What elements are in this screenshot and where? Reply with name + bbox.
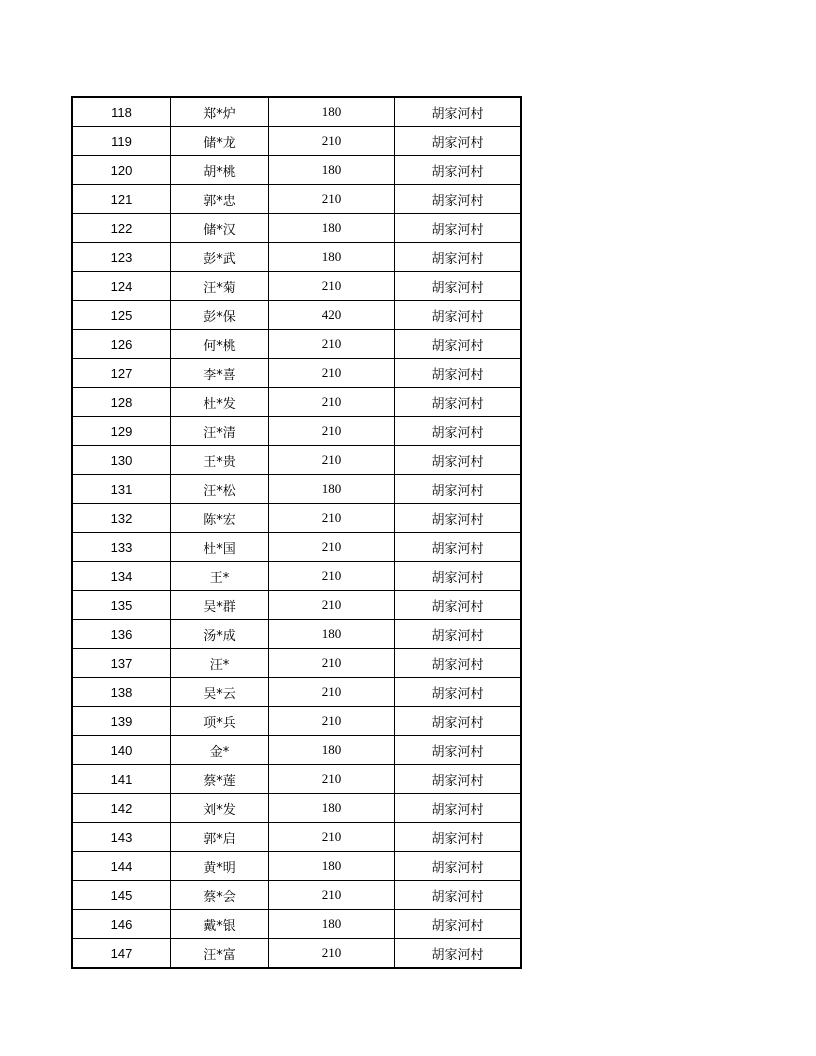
amount-cell: 210 <box>269 388 395 417</box>
table-row <box>72 562 521 591</box>
table-row <box>72 243 521 272</box>
village-cell: 胡家河村 <box>395 591 522 620</box>
table-row <box>72 359 521 388</box>
table-row <box>72 910 521 939</box>
table-row <box>72 504 521 533</box>
name-cell: 项*兵 <box>171 707 269 736</box>
row-number-cell: 147 <box>72 939 171 969</box>
row-number-cell: 133 <box>72 533 171 562</box>
amount-cell: 210 <box>269 504 395 533</box>
table-row <box>72 330 521 359</box>
table-row <box>72 591 521 620</box>
village-cell: 胡家河村 <box>395 910 522 939</box>
amount-cell: 210 <box>269 446 395 475</box>
row-number-cell: 125 <box>72 301 171 330</box>
amount-cell: 180 <box>269 475 395 504</box>
amount-cell: 210 <box>269 417 395 446</box>
village-cell: 胡家河村 <box>395 272 522 301</box>
name-cell: 李*喜 <box>171 359 269 388</box>
name-cell: 刘*发 <box>171 794 269 823</box>
name-cell: 汤*成 <box>171 620 269 649</box>
row-number-cell: 131 <box>72 475 171 504</box>
amount-cell: 180 <box>269 620 395 649</box>
village-cell: 胡家河村 <box>395 852 522 881</box>
table-row <box>72 852 521 881</box>
row-number-cell: 130 <box>72 446 171 475</box>
table-row <box>72 707 521 736</box>
row-number-cell: 138 <box>72 678 171 707</box>
village-cell: 胡家河村 <box>395 301 522 330</box>
row-number-cell: 122 <box>72 214 171 243</box>
amount-cell: 210 <box>269 359 395 388</box>
table-row <box>72 475 521 504</box>
table-row <box>72 649 521 678</box>
village-cell: 胡家河村 <box>395 881 522 910</box>
name-cell: 吴*群 <box>171 591 269 620</box>
row-number-cell: 143 <box>72 823 171 852</box>
amount-cell: 420 <box>269 301 395 330</box>
village-cell: 胡家河村 <box>395 156 522 185</box>
village-cell: 胡家河村 <box>395 620 522 649</box>
amount-cell: 210 <box>269 678 395 707</box>
village-cell: 胡家河村 <box>395 533 522 562</box>
amount-cell: 210 <box>269 272 395 301</box>
village-cell: 胡家河村 <box>395 97 522 127</box>
village-cell: 胡家河村 <box>395 388 522 417</box>
amount-cell: 210 <box>269 881 395 910</box>
amount-cell: 180 <box>269 97 395 127</box>
village-cell: 胡家河村 <box>395 707 522 736</box>
table-row <box>72 446 521 475</box>
row-number-cell: 146 <box>72 910 171 939</box>
village-cell: 胡家河村 <box>395 504 522 533</box>
name-cell: 蔡*莲 <box>171 765 269 794</box>
village-cell: 胡家河村 <box>395 678 522 707</box>
name-cell: 汪* <box>171 649 269 678</box>
row-number-cell: 118 <box>72 97 171 127</box>
name-cell: 杜*国 <box>171 533 269 562</box>
village-cell: 胡家河村 <box>395 562 522 591</box>
name-cell: 陈*宏 <box>171 504 269 533</box>
table-row <box>72 301 521 330</box>
row-number-cell: 140 <box>72 736 171 765</box>
village-cell: 胡家河村 <box>395 823 522 852</box>
table-row <box>72 939 521 969</box>
name-cell: 金* <box>171 736 269 765</box>
row-number-cell: 139 <box>72 707 171 736</box>
name-cell: 黄*明 <box>171 852 269 881</box>
name-cell: 彭*武 <box>171 243 269 272</box>
table-row <box>72 765 521 794</box>
village-cell: 胡家河村 <box>395 417 522 446</box>
name-cell: 汪*菊 <box>171 272 269 301</box>
amount-cell: 180 <box>269 910 395 939</box>
village-cell: 胡家河村 <box>395 939 522 969</box>
row-number-cell: 127 <box>72 359 171 388</box>
village-cell: 胡家河村 <box>395 736 522 765</box>
row-number-cell: 120 <box>72 156 171 185</box>
table-row <box>72 620 521 649</box>
village-cell: 胡家河村 <box>395 359 522 388</box>
table-row <box>72 417 521 446</box>
table-row <box>72 214 521 243</box>
amount-cell: 210 <box>269 591 395 620</box>
name-cell: 汪*富 <box>171 939 269 969</box>
row-number-cell: 134 <box>72 562 171 591</box>
roster-table-body <box>72 97 521 968</box>
table-row <box>72 272 521 301</box>
row-number-cell: 145 <box>72 881 171 910</box>
amount-cell: 210 <box>269 707 395 736</box>
row-number-cell: 129 <box>72 417 171 446</box>
village-cell: 胡家河村 <box>395 446 522 475</box>
table-row <box>72 156 521 185</box>
table-row <box>72 97 521 127</box>
amount-cell: 180 <box>269 214 395 243</box>
village-cell: 胡家河村 <box>395 475 522 504</box>
amount-cell: 210 <box>269 562 395 591</box>
village-cell: 胡家河村 <box>395 330 522 359</box>
name-cell: 郭*忠 <box>171 185 269 214</box>
row-number-cell: 142 <box>72 794 171 823</box>
amount-cell: 180 <box>269 243 395 272</box>
name-cell: 胡*桃 <box>171 156 269 185</box>
row-number-cell: 126 <box>72 330 171 359</box>
name-cell: 何*桃 <box>171 330 269 359</box>
name-cell: 郑*炉 <box>171 97 269 127</box>
row-number-cell: 123 <box>72 243 171 272</box>
amount-cell: 210 <box>269 330 395 359</box>
name-cell: 储*龙 <box>171 127 269 156</box>
village-cell: 胡家河村 <box>395 649 522 678</box>
village-cell: 胡家河村 <box>395 765 522 794</box>
name-cell: 王* <box>171 562 269 591</box>
table-row <box>72 794 521 823</box>
amount-cell: 210 <box>269 939 395 969</box>
table-row <box>72 678 521 707</box>
table-row <box>72 881 521 910</box>
row-number-cell: 119 <box>72 127 171 156</box>
amount-cell: 210 <box>269 185 395 214</box>
table-row <box>72 185 521 214</box>
row-number-cell: 136 <box>72 620 171 649</box>
row-number-cell: 132 <box>72 504 171 533</box>
name-cell: 彭*保 <box>171 301 269 330</box>
village-cell: 胡家河村 <box>395 214 522 243</box>
table-row <box>72 388 521 417</box>
amount-cell: 210 <box>269 765 395 794</box>
village-cell: 胡家河村 <box>395 794 522 823</box>
table-row <box>72 127 521 156</box>
amount-cell: 210 <box>269 127 395 156</box>
name-cell: 戴*银 <box>171 910 269 939</box>
name-cell: 杜*发 <box>171 388 269 417</box>
village-cell: 胡家河村 <box>395 243 522 272</box>
table-row <box>72 533 521 562</box>
name-cell: 吴*云 <box>171 678 269 707</box>
amount-cell: 180 <box>269 156 395 185</box>
row-number-cell: 128 <box>72 388 171 417</box>
amount-cell: 210 <box>269 533 395 562</box>
amount-cell: 180 <box>269 852 395 881</box>
name-cell: 蔡*会 <box>171 881 269 910</box>
row-number-cell: 124 <box>72 272 171 301</box>
village-cell: 胡家河村 <box>395 127 522 156</box>
name-cell: 储*汉 <box>171 214 269 243</box>
amount-cell: 210 <box>269 649 395 678</box>
row-number-cell: 137 <box>72 649 171 678</box>
name-cell: 郭*启 <box>171 823 269 852</box>
amount-cell: 180 <box>269 736 395 765</box>
table-row <box>72 823 521 852</box>
name-cell: 王*贵 <box>171 446 269 475</box>
amount-cell: 180 <box>269 794 395 823</box>
table-row <box>72 736 521 765</box>
roster-table <box>71 96 522 969</box>
row-number-cell: 135 <box>72 591 171 620</box>
row-number-cell: 144 <box>72 852 171 881</box>
village-cell: 胡家河村 <box>395 185 522 214</box>
row-number-cell: 141 <box>72 765 171 794</box>
amount-cell: 210 <box>269 823 395 852</box>
name-cell: 汪*清 <box>171 417 269 446</box>
row-number-cell: 121 <box>72 185 171 214</box>
name-cell: 汪*松 <box>171 475 269 504</box>
